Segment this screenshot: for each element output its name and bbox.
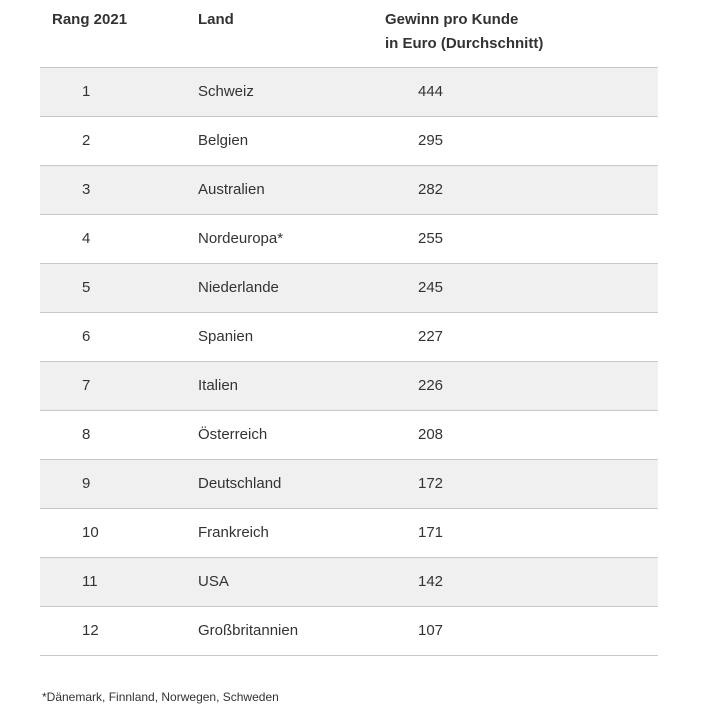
value-cell: 226 (385, 361, 658, 410)
value-cell: 444 (385, 67, 658, 116)
table-row (40, 361, 658, 410)
header-value-line2: in Euro (Durchschnitt) (385, 35, 544, 52)
value-cell: 208 (385, 410, 658, 459)
header-rank: Rang 2021 (52, 11, 128, 28)
rank-cell: 10 (40, 508, 198, 557)
table-row (40, 312, 658, 361)
value-cell: 245 (385, 263, 658, 312)
table-row (40, 67, 658, 116)
rank-cell: 8 (40, 410, 198, 459)
value-cell: 107 (385, 606, 658, 655)
country-cell: Belgien (198, 116, 385, 165)
country-cell: Spanien (198, 312, 385, 361)
rank-cell: 12 (40, 606, 198, 655)
table-header-row (40, 0, 658, 67)
table-row (40, 165, 658, 214)
header-value (385, 0, 658, 67)
country-cell: Österreich (198, 410, 385, 459)
country-cell: Australien (198, 165, 385, 214)
rank-cell: 6 (40, 312, 198, 361)
ranking-table (40, 0, 658, 656)
value-cell: 295 (385, 116, 658, 165)
value-cell: 142 (385, 557, 658, 606)
value-cell: 282 (385, 165, 658, 214)
country-cell: Deutschland (198, 459, 385, 508)
table-row (40, 410, 658, 459)
country-cell: Großbritannien (198, 606, 385, 655)
header-value-line1: Gewinn pro Kunde (385, 11, 519, 28)
value-cell: 227 (385, 312, 658, 361)
rank-cell: 9 (40, 459, 198, 508)
country-cell: USA (198, 557, 385, 606)
value-cell: 171 (385, 508, 658, 557)
table-row (40, 263, 658, 312)
country-cell: Schweiz (198, 67, 385, 116)
header-country: Land (198, 11, 234, 28)
rank-cell: 7 (40, 361, 198, 410)
table-row (40, 116, 658, 165)
country-cell: Nordeuropa* (198, 214, 385, 263)
rank-cell: 4 (40, 214, 198, 263)
country-cell: Italien (198, 361, 385, 410)
table-row (40, 606, 658, 655)
rank-cell: 11 (40, 557, 198, 606)
value-cell: 172 (385, 459, 658, 508)
rank-cell: 3 (40, 165, 198, 214)
table-row (40, 557, 658, 606)
footnote: *Dänemark, Finnland, Norwegen, Schweden (42, 689, 279, 704)
country-cell: Frankreich (198, 508, 385, 557)
value-cell: 255 (385, 214, 658, 263)
rank-cell: 2 (40, 116, 198, 165)
table-row (40, 459, 658, 508)
country-cell: Niederlande (198, 263, 385, 312)
table-row (40, 508, 658, 557)
rank-cell: 1 (40, 67, 198, 116)
table-row (40, 214, 658, 263)
rank-cell: 5 (40, 263, 198, 312)
